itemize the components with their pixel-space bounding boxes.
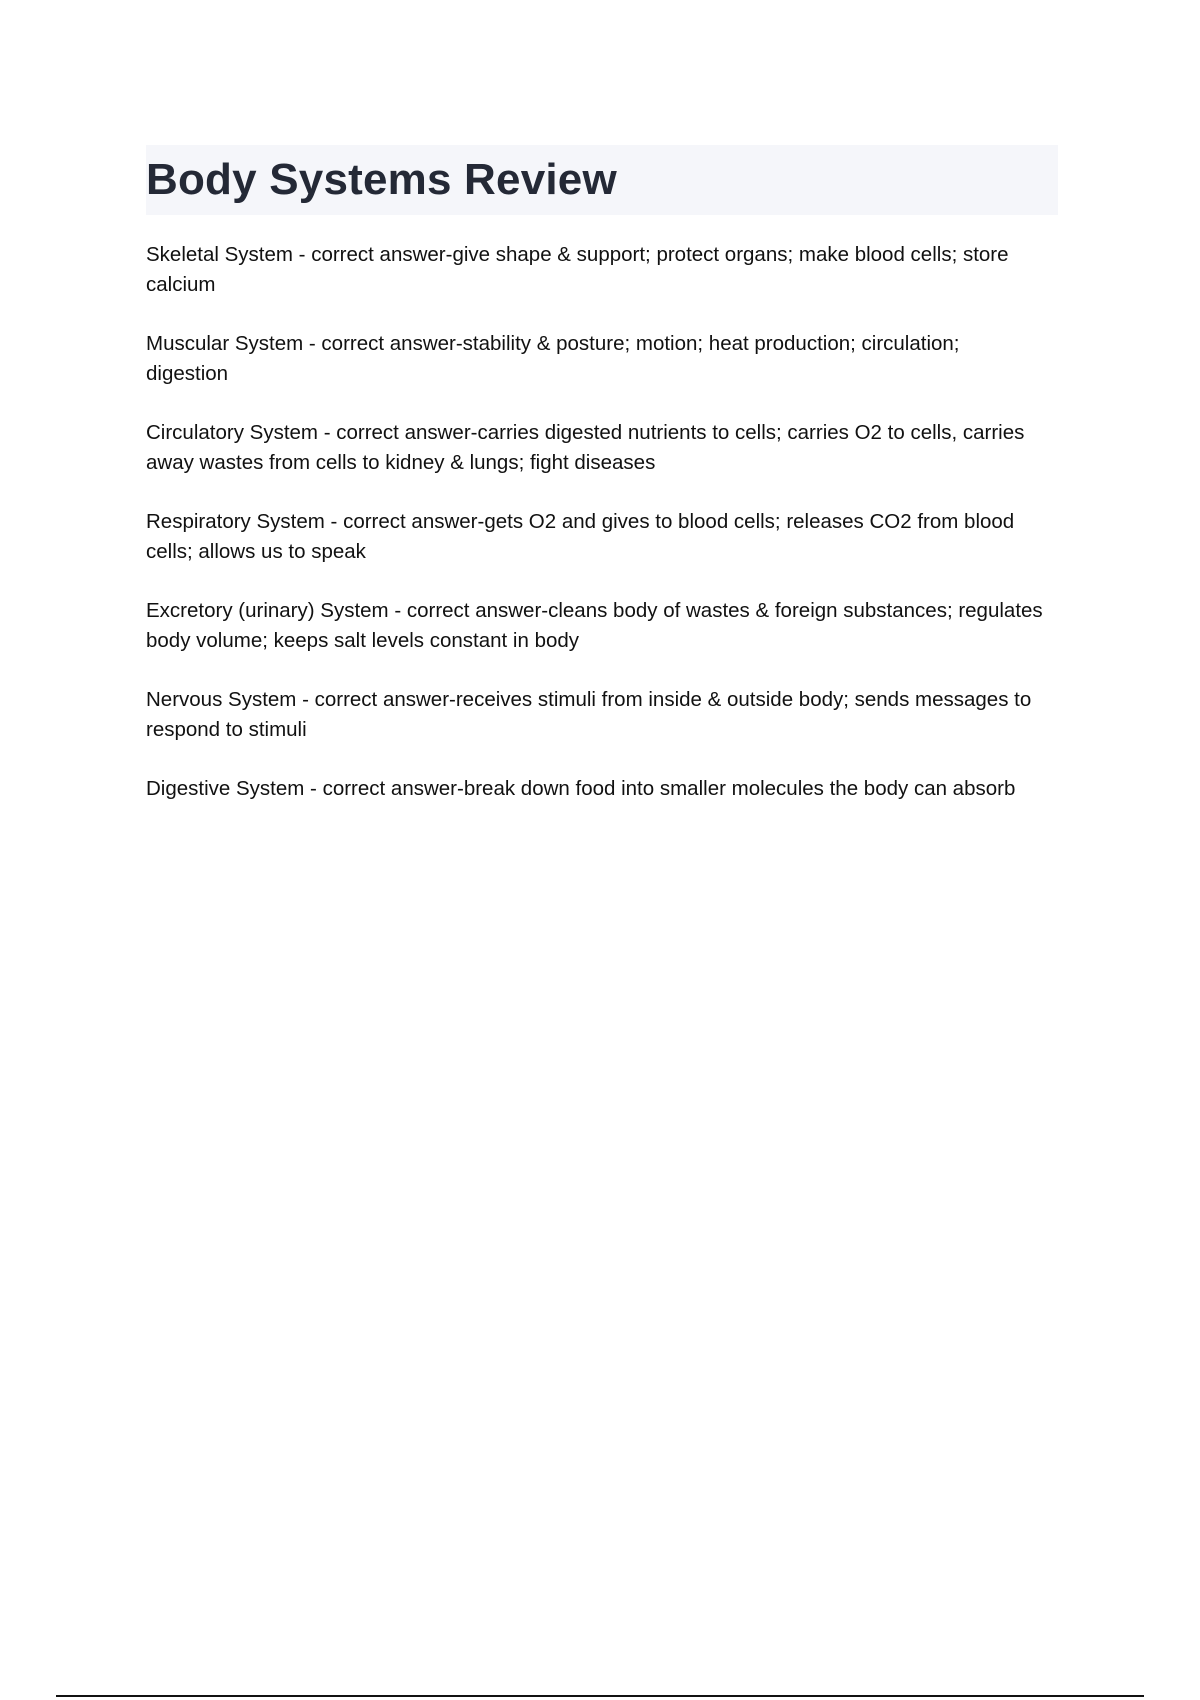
entry-nervous-system: Nervous System - correct answer-receives stimuli from inside & outside body; sends messages to respond to stimuli <box>146 688 1032 741</box>
entry-list <box>146 240 1046 833</box>
entry-respiratory-system: Respiratory System - correct answer-gets O2 and gives to blood cells; releases CO2 from blood cells; allows us to speak <box>146 510 1015 563</box>
entry-muscular-system: Muscular System - correct answer-stability & posture; motion; heat production; circulation; digestion <box>146 332 960 385</box>
entry-skeletal-system: Skeletal System - correct answer-give shape & support; protect organs; make blood cells; store calcium <box>146 243 1009 296</box>
entry-excretory-system: Excretory (urinary) System - correct answer-cleans body of wastes & foreign substances; regulates body volume; keeps salt levels constant in body <box>146 599 1043 652</box>
page-bottom-rule <box>56 1695 1144 1697</box>
entry-digestive-system: Digestive System - correct answer-break down food into smaller molecules the body can absorb <box>146 777 1016 800</box>
entry-circulatory-system: Circulatory System - correct answer-carries digested nutrients to cells; carries O2 to cells, carries away wastes from cells to kidney & lungs; fight diseases <box>146 421 1025 474</box>
page-title: Body Systems Review <box>146 155 617 204</box>
